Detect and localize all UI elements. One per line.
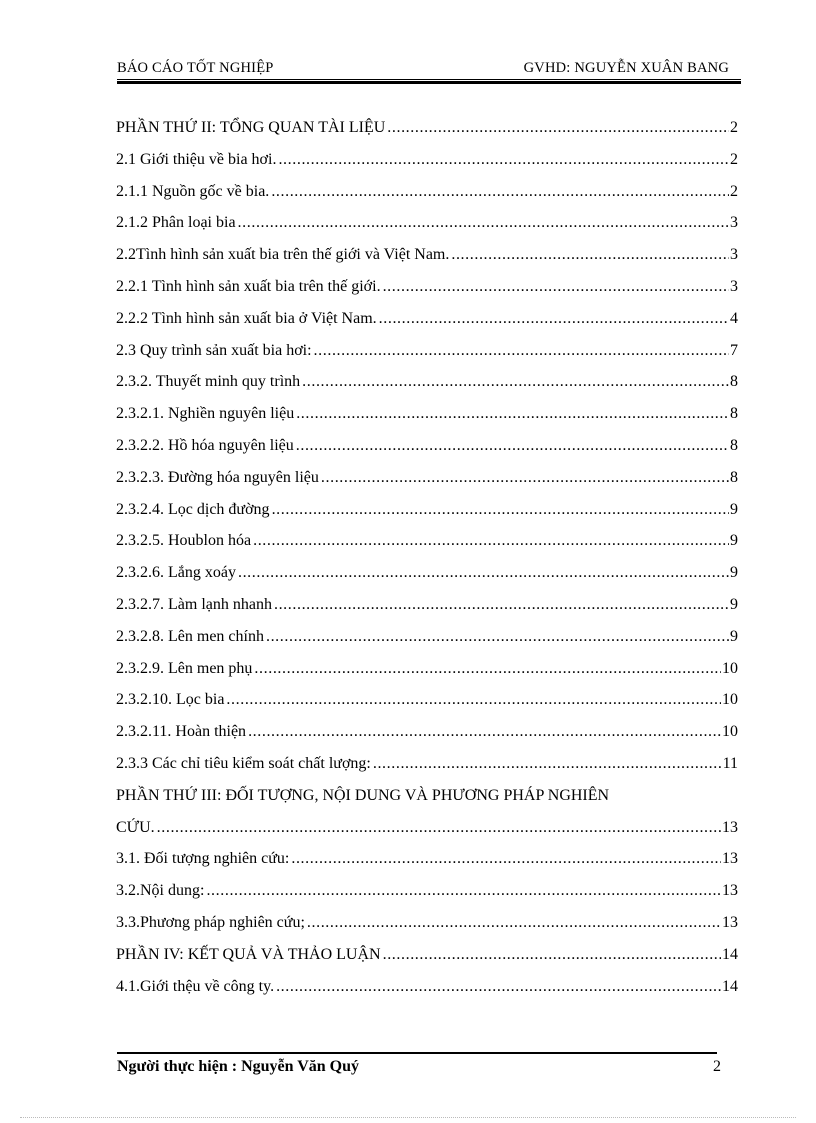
toc-entry xyxy=(116,494,738,526)
toc-leader-dots xyxy=(291,843,721,875)
header-rule-thin xyxy=(117,79,741,80)
toc-leader-dots xyxy=(296,398,729,430)
toc-entry xyxy=(116,112,738,144)
toc-leader-dots xyxy=(302,366,729,398)
toc-entry xyxy=(116,239,738,271)
toc-leader-dots xyxy=(383,939,721,971)
toc-leader-dots xyxy=(274,589,729,621)
toc-leader-dots xyxy=(278,144,729,176)
toc-entry xyxy=(116,684,738,716)
toc-entry-title: 2.2.1 Tình hình sản xuất bia trên thế giới. xyxy=(116,277,381,295)
toc-entry-title: 2.3.2. Thuyết minh quy trình xyxy=(116,373,301,391)
toc-entry-page: 11 xyxy=(722,754,738,772)
toc-leader-dots xyxy=(226,684,721,716)
toc-entry-page: 7 xyxy=(730,341,738,359)
toc-entry-title: 2.3.2.8. Lên men chính xyxy=(116,627,264,645)
header-rule-thick xyxy=(117,81,741,84)
toc-entry-title: 3.1. Đối tượng nghiên cứu: xyxy=(116,850,290,868)
toc-leader-dots xyxy=(296,430,729,462)
toc-entry-page: 9 xyxy=(730,627,738,645)
toc-entry xyxy=(116,557,738,589)
toc-leader-dots xyxy=(254,653,721,685)
table-of-contents xyxy=(116,112,738,1002)
toc-entry-page: 9 xyxy=(730,500,738,518)
toc-entry xyxy=(116,843,738,875)
footer-author: Người thực hiện : Nguyễn Văn Quý xyxy=(117,1058,360,1075)
toc-entry xyxy=(116,653,738,685)
report-title: BÁO CÁO TỐT NGHIỆP xyxy=(117,60,274,76)
toc-leader-dots xyxy=(387,112,729,144)
toc-entry-page: 10 xyxy=(722,659,738,677)
toc-entry-title: 2.3.2.5. Houblon hóa xyxy=(116,532,252,550)
toc-entry-page: 2 xyxy=(730,150,738,168)
supervisor-label: GVHD: NGUYỄN XUÂN BANG xyxy=(523,60,729,76)
toc-entry-title: 2.2Tình hình sản xuất bia trên thế giới và Việt Nam. xyxy=(116,246,450,264)
toc-leader-dots xyxy=(451,239,729,271)
toc-entry-page: 9 xyxy=(730,595,738,613)
toc-entry xyxy=(116,589,738,621)
toc-entry-page: 2 xyxy=(730,182,738,200)
toc-leader-dots xyxy=(248,716,721,748)
toc-entry-title: 2.3.2.1. Nghiền nguyên liệu xyxy=(116,405,295,423)
toc-entry-title: 2.3 Quy trình sản xuất bia hơi: xyxy=(116,341,312,359)
toc-entry-page: 9 xyxy=(730,564,738,582)
toc-entry-title: 2.3.2.7. Làm lạnh nhanh xyxy=(116,595,272,613)
toc-entry-page: 14 xyxy=(722,977,738,995)
toc-entry xyxy=(116,907,738,939)
page-bottom-dotted-edge xyxy=(20,1117,796,1118)
toc-entry-page: 13 xyxy=(722,850,738,868)
toc-leader-dots xyxy=(253,525,729,557)
toc-entry-page: 13 xyxy=(722,882,738,900)
toc-entry xyxy=(116,398,738,430)
toc-entry-title: PHẦN THỨ II: TỔNG QUAN TÀI LIỆU xyxy=(116,119,386,136)
toc-leader-dots xyxy=(238,557,729,589)
toc-entry-page: 8 xyxy=(730,436,738,454)
toc-leader-dots xyxy=(379,303,729,335)
toc-leader-dots xyxy=(272,494,729,526)
toc-entry xyxy=(116,366,738,398)
toc-entry-title: 4.1.Giới thệu về công ty. xyxy=(116,977,275,995)
toc-leader-dots xyxy=(238,207,729,239)
toc-entry xyxy=(116,430,738,462)
toc-entry-page: 3 xyxy=(730,246,738,264)
footer-page-number: 2 xyxy=(713,1058,721,1075)
toc-entry-title: 2.1 Giới thiệu về bia hơi. xyxy=(116,150,277,168)
toc-entry xyxy=(116,207,738,239)
toc-entry-title: 2.3.2.3. Đường hóa nguyên liệu xyxy=(116,468,319,486)
toc-entry-wrapped xyxy=(116,780,738,844)
toc-leader-dots xyxy=(314,335,729,367)
toc-entry xyxy=(116,971,738,1003)
toc-entry-title: 2.3.2.11. Hoàn thiện xyxy=(116,723,247,741)
toc-entry xyxy=(116,939,738,971)
toc-entry-page: 4 xyxy=(730,309,738,327)
toc-leader-dots xyxy=(373,748,722,780)
toc-entry-page: 3 xyxy=(730,277,738,295)
toc-entry xyxy=(116,271,738,303)
toc-entry-title: 2.1.2 Phân loại bia xyxy=(116,214,236,232)
toc-entry xyxy=(116,176,738,208)
toc-entry xyxy=(116,335,738,367)
toc-entry-title-line1: PHẦN THỨ III: ĐỐI TƯỢNG, NỘI DUNG VÀ PHƯƠNG PHÁP NGHIÊN xyxy=(116,786,610,804)
footer-rule xyxy=(117,1052,717,1054)
toc-leader-dots xyxy=(157,812,721,844)
toc-leader-dots xyxy=(206,875,721,907)
toc-entry-page: 8 xyxy=(730,468,738,486)
toc-entry-page: 9 xyxy=(730,532,738,550)
toc-entry-page: 13 xyxy=(722,913,738,931)
toc-entry-title: 2.3.2.2. Hồ hóa nguyên liệu xyxy=(116,436,294,454)
toc-entry-title-line2: CỨU. xyxy=(116,818,155,836)
toc-entry-title: 2.2.2 Tình hình sản xuất bia ở Việt Nam. xyxy=(116,309,377,327)
toc-entry xyxy=(116,748,738,780)
toc-leader-dots xyxy=(321,462,729,494)
toc-entry xyxy=(116,525,738,557)
toc-entry-title: PHẦN IV: KẾT QUẢ VÀ THẢO LUẬN xyxy=(116,945,381,963)
toc-entry-page: 3 xyxy=(730,214,738,232)
toc-entry-page: 13 xyxy=(722,818,738,836)
toc-entry-title: 2.3.2.6. Lắng xoáy xyxy=(116,564,236,582)
toc-entry xyxy=(116,462,738,494)
toc-entry-title: 2.3.2.10. Lọc bia xyxy=(116,691,225,709)
toc-entry-page: 2 xyxy=(730,119,738,136)
toc-entry xyxy=(116,621,738,653)
toc-entry-page: 8 xyxy=(730,373,738,391)
page-header xyxy=(117,60,741,76)
toc-leader-dots xyxy=(383,271,729,303)
toc-entry-title: 3.3.Phương pháp nghiên cứu; xyxy=(116,913,305,931)
toc-entry-page: 10 xyxy=(722,691,738,709)
toc-entry-title: 3.2.Nội dung: xyxy=(116,882,205,900)
toc-entry-page: 8 xyxy=(730,405,738,423)
toc-entry-page: 14 xyxy=(722,945,738,963)
toc-leader-dots xyxy=(266,621,729,653)
toc-entry xyxy=(116,303,738,335)
toc-leader-dots xyxy=(276,971,721,1003)
toc-entry-title: 2.3.2.9. Lên men phụ xyxy=(116,659,253,677)
toc-entry xyxy=(116,875,738,907)
toc-leader-dots xyxy=(271,176,729,208)
toc-entry-page: 10 xyxy=(722,723,738,741)
toc-entry-title: 2.3.3 Các chỉ tiêu kiểm soát chất lượng: xyxy=(116,754,371,772)
toc-entry xyxy=(116,144,738,176)
toc-leader-dots xyxy=(307,907,721,939)
toc-entry-title: 2.1.1 Nguồn gốc về bia. xyxy=(116,182,270,200)
toc-entry xyxy=(116,716,738,748)
toc-entry-title: 2.3.2.4. Lọc dịch đường xyxy=(116,500,270,518)
